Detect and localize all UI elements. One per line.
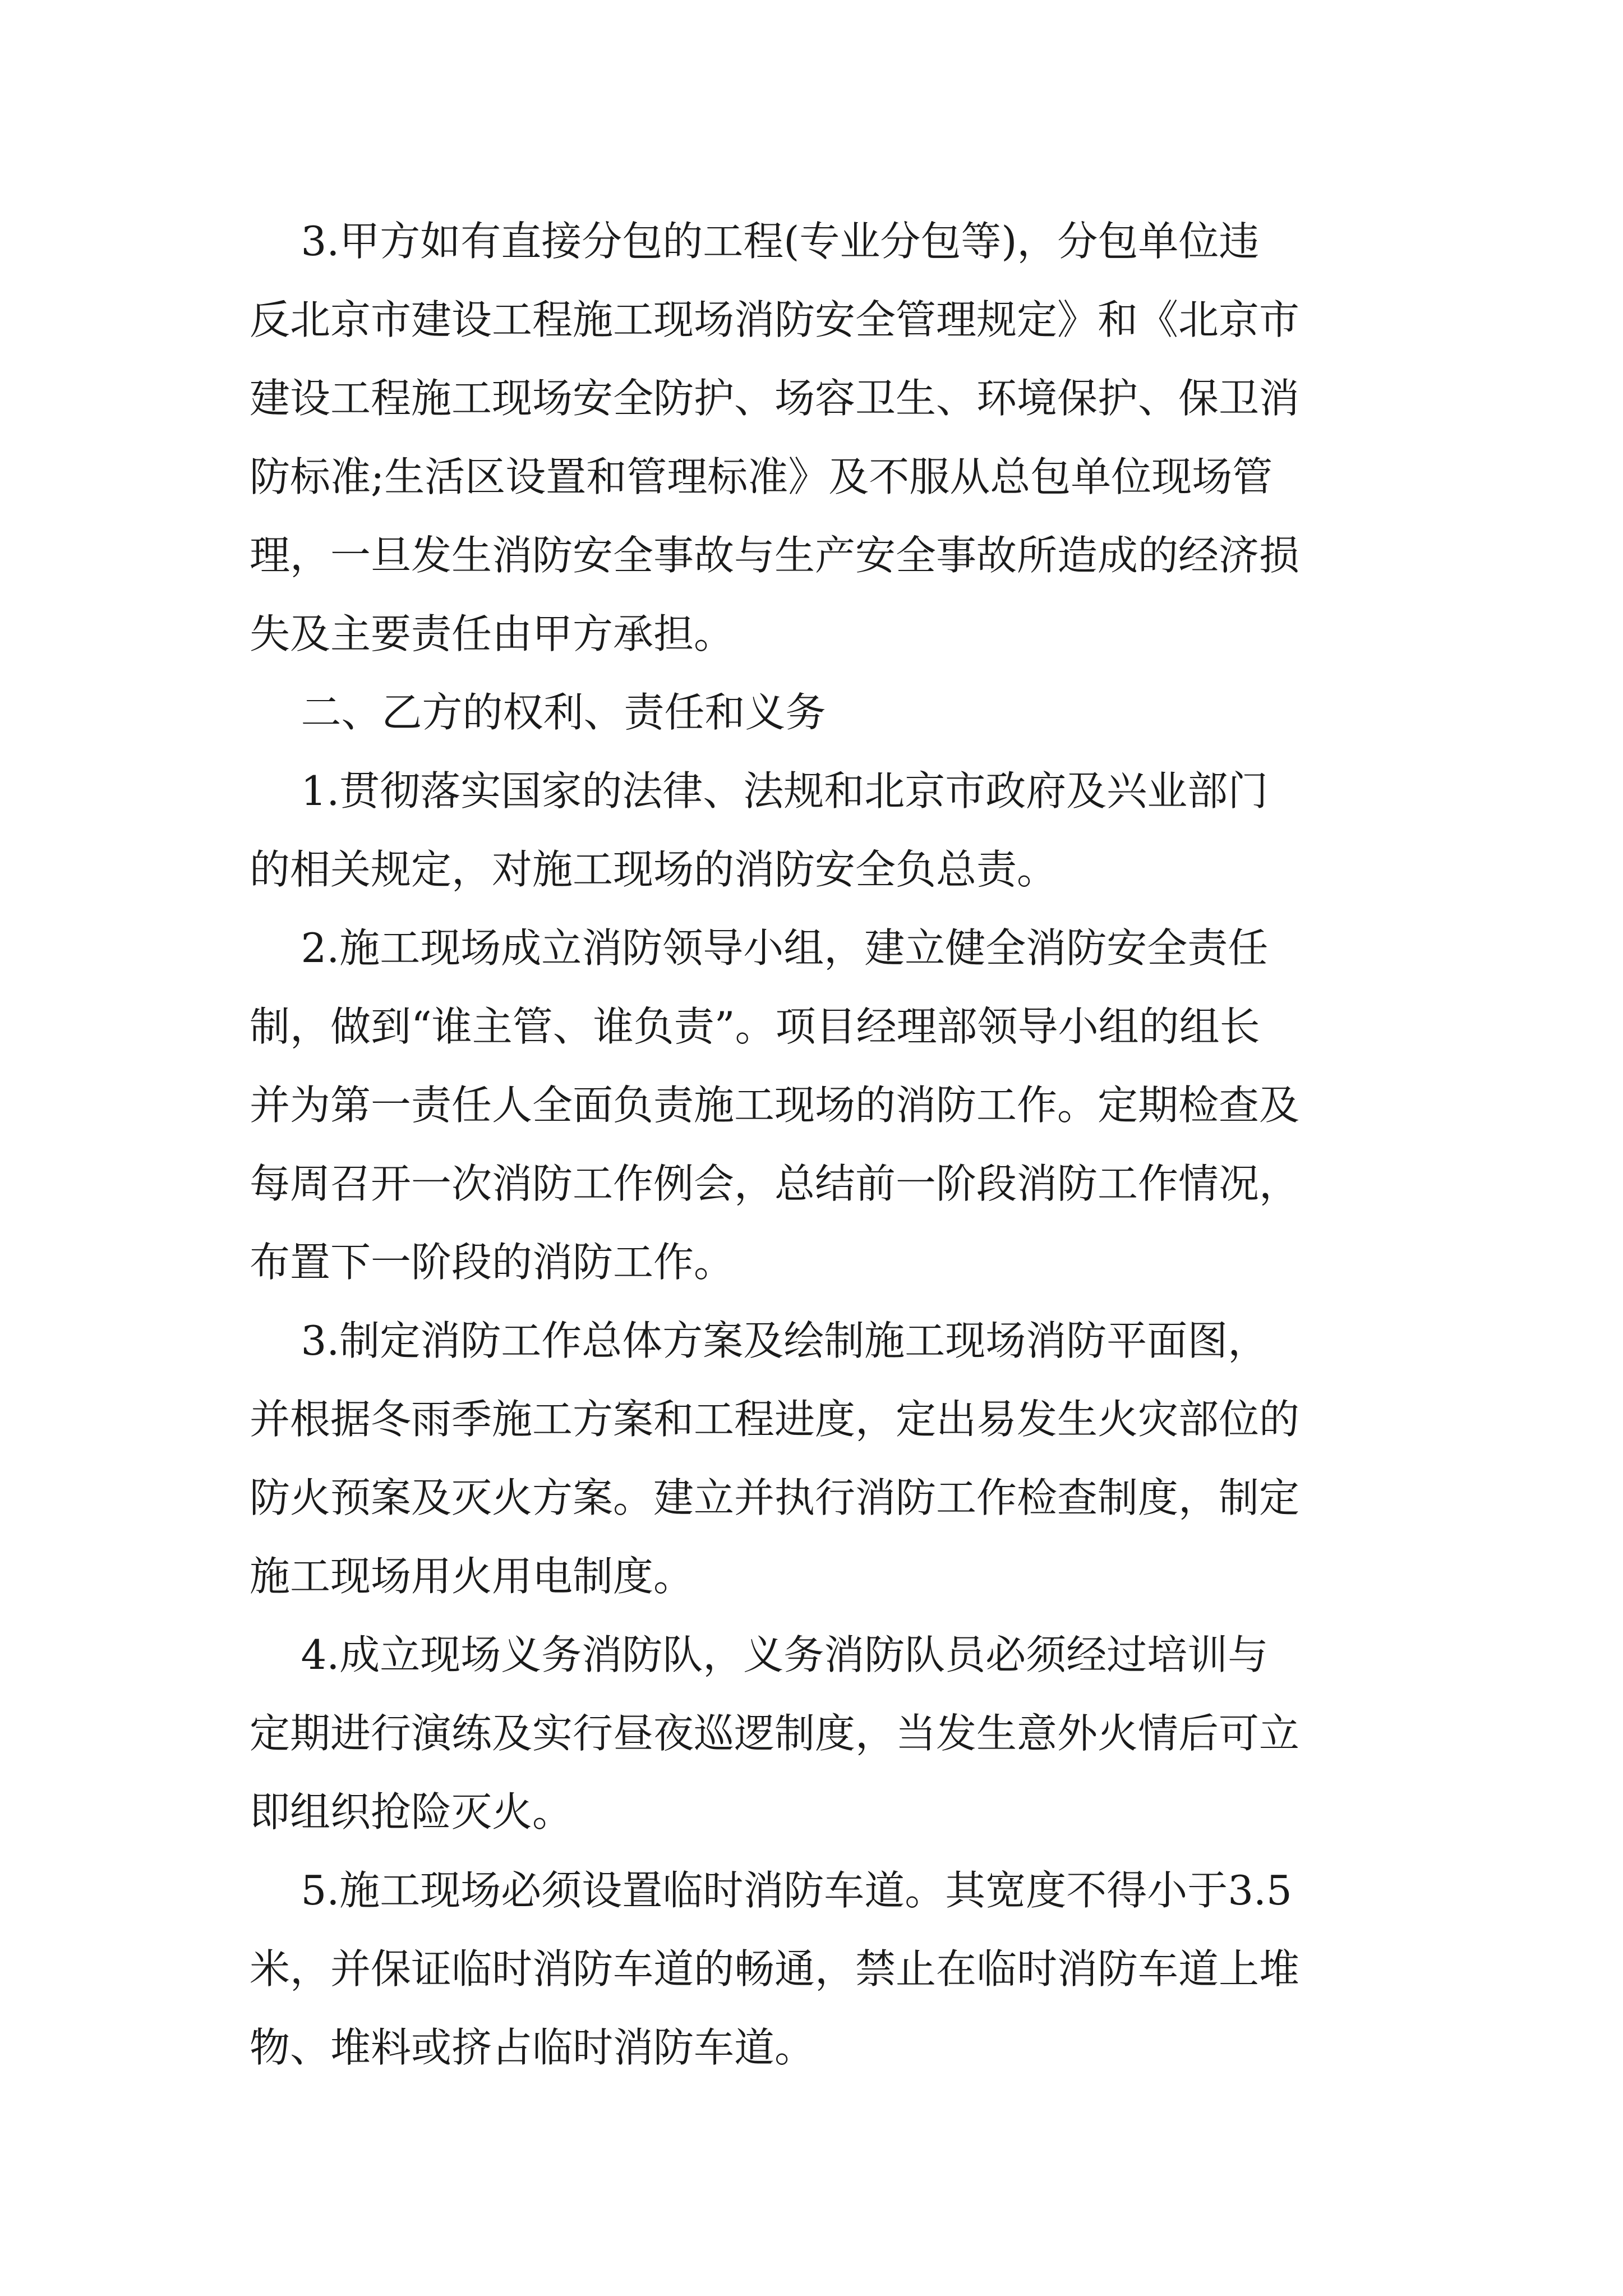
section-heading: 二、乙方的权利、责任和义务 bbox=[250, 689, 826, 736]
text-line: 3.制定消防工作总体方案及绘制施工现场消防平面图， bbox=[250, 1317, 1269, 1364]
text-line: 即组织抢险灭火。 bbox=[250, 1788, 573, 1835]
text-line: 1.贯彻落实国家的法律、法规和北京市政府及兴业部门 bbox=[250, 767, 1269, 815]
text-line: 防标准;生活区设置和管理标准》及不服从总包单位现场管 bbox=[250, 453, 1273, 500]
text-line: 并为第一责任人全面负责施工现场的消防工作。定期检查及 bbox=[250, 1082, 1300, 1129]
text-line: 5.施工现场必须设置临时消防车道。其宽度不得小于3.5 bbox=[250, 1867, 1292, 1914]
text-line: 定期进行演练及实行昼夜巡逻制度，当发生意外火情后可立 bbox=[250, 1710, 1300, 1757]
text-line: 防火预案及灭火方案。建立并执行消防工作检查制度，制定 bbox=[250, 1474, 1300, 1521]
text-line: 物、堆料或挤占临时消防车道。 bbox=[250, 2024, 815, 2071]
text-line: 3.甲方如有直接分包的工程(专业分包等)，分包单位违 bbox=[250, 218, 1260, 265]
text-line: 施工现场用火用电制度。 bbox=[250, 1553, 694, 1600]
text-line: 4.成立现场义务消防队，义务消防队员必须经过培训与 bbox=[250, 1631, 1269, 1678]
text-line: 制，做到“谁主管、谁负责”。项目经理部领导小组的组长 bbox=[250, 1003, 1260, 1050]
text-line: 反北京市建设工程施工现场消防安全管理规定》和《北京市 bbox=[250, 296, 1300, 343]
text-line: 失及主要责任由甲方承担。 bbox=[250, 610, 735, 657]
text-line: 2.施工现场成立消防领导小组，建立健全消防安全责任 bbox=[250, 924, 1269, 972]
text-line: 米，并保证临时消防车道的畅通，禁止在临时消防车道上堆 bbox=[250, 1945, 1300, 1993]
text-line: 建设工程施工现场安全防护、场容卫生、环境保护、保卫消 bbox=[250, 375, 1300, 422]
text-line: 布置下一阶段的消防工作。 bbox=[250, 1239, 735, 1286]
text-line: 每周召开一次消防工作例会，总结前一阶段消防工作情况， bbox=[250, 1160, 1300, 1207]
text-line: 理，一旦发生消防安全事故与生产安全事故所造成的经济损 bbox=[250, 532, 1300, 579]
text-line: 的相关规定，对施工现场的消防安全负总责。 bbox=[250, 846, 1058, 893]
text-line: 并根据冬雨季施工方案和工程进度，定出易发生火灾部位的 bbox=[250, 1396, 1300, 1443]
